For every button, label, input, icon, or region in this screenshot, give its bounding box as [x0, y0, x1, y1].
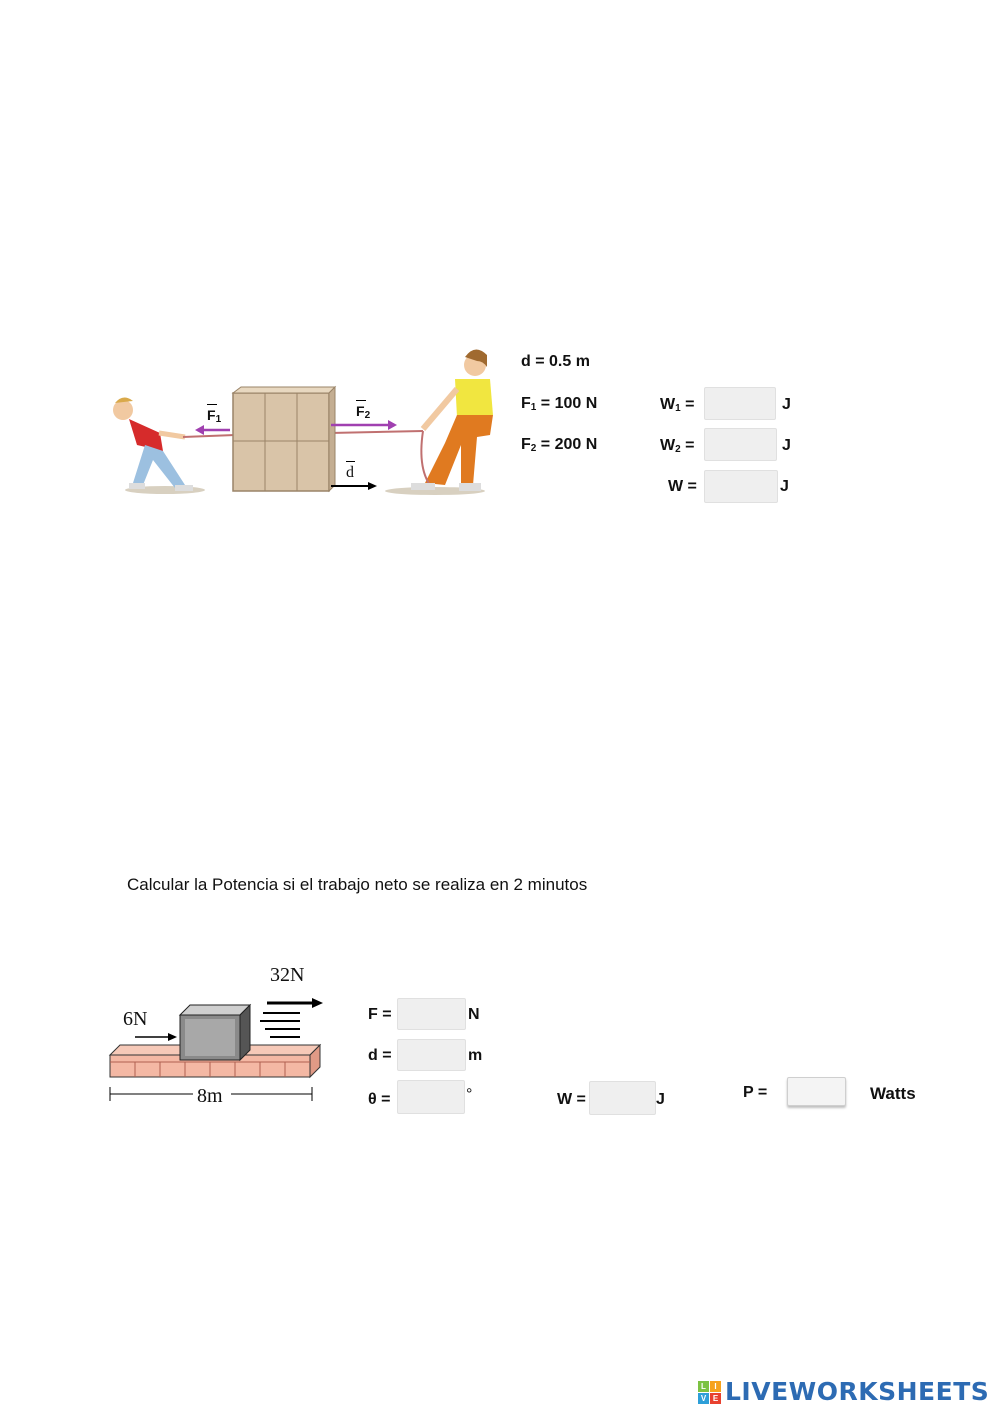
force-32n-label: 32N — [270, 964, 305, 986]
distance-8m-label: 8m — [197, 1085, 223, 1107]
distance-answer-input[interactable] — [397, 1039, 466, 1071]
left-person-figure — [113, 397, 193, 491]
tug-of-war-illustration — [105, 345, 500, 505]
right-person-figure — [411, 349, 493, 491]
wooden-crate — [233, 387, 335, 491]
force-unit: N — [468, 1006, 480, 1023]
w-total-answer-input[interactable] — [704, 470, 778, 503]
w2-answer-input[interactable] — [704, 428, 777, 461]
w-total-unit: J — [780, 478, 789, 495]
power-unit: Watts — [870, 1084, 916, 1103]
figure-f1-label: $F_1$ — [207, 407, 221, 425]
force-6n-label: 6N — [123, 1008, 148, 1030]
metal-block — [180, 1005, 250, 1060]
w-total-label: W = — [668, 478, 697, 495]
given-distance: d = 0.5 m — [521, 353, 590, 370]
given-f2: $F_2 = 200$ N — [521, 436, 598, 454]
figure-d-label: d — [346, 464, 354, 482]
distance-unit: m — [468, 1047, 483, 1064]
power-label: P = — [743, 1084, 768, 1101]
liveworksheets-brand: LIVEWORKSHEETS — [725, 1377, 990, 1406]
distance-label: d = — [368, 1047, 392, 1064]
work-unit: J — [656, 1091, 665, 1108]
figure-f2-label: $F_2$ — [356, 403, 370, 421]
angle-label: θ = — [368, 1091, 391, 1108]
force-label: F = — [368, 1006, 392, 1023]
work-answer-input[interactable] — [589, 1081, 656, 1115]
w1-unit: J — [782, 396, 791, 413]
liveworksheets-logo-icon: L I V E — [698, 1381, 722, 1405]
w2-label: $W_2$ = — [660, 437, 695, 455]
angle-unit: ° — [466, 1086, 473, 1103]
w1-answer-input[interactable] — [704, 387, 776, 420]
w1-label: $W_1$ = — [660, 396, 695, 414]
given-f1: $F_1 = 100$ N — [521, 395, 598, 413]
w2-unit: J — [782, 437, 791, 454]
work-label: W = — [557, 1091, 586, 1108]
question-text: Calcular la Potencia si el trabajo neto se realiza en 2 minutos — [127, 875, 588, 894]
angle-answer-input[interactable] — [397, 1080, 465, 1114]
force-answer-input[interactable] — [397, 998, 466, 1030]
power-answer-dropdown[interactable] — [787, 1077, 846, 1106]
